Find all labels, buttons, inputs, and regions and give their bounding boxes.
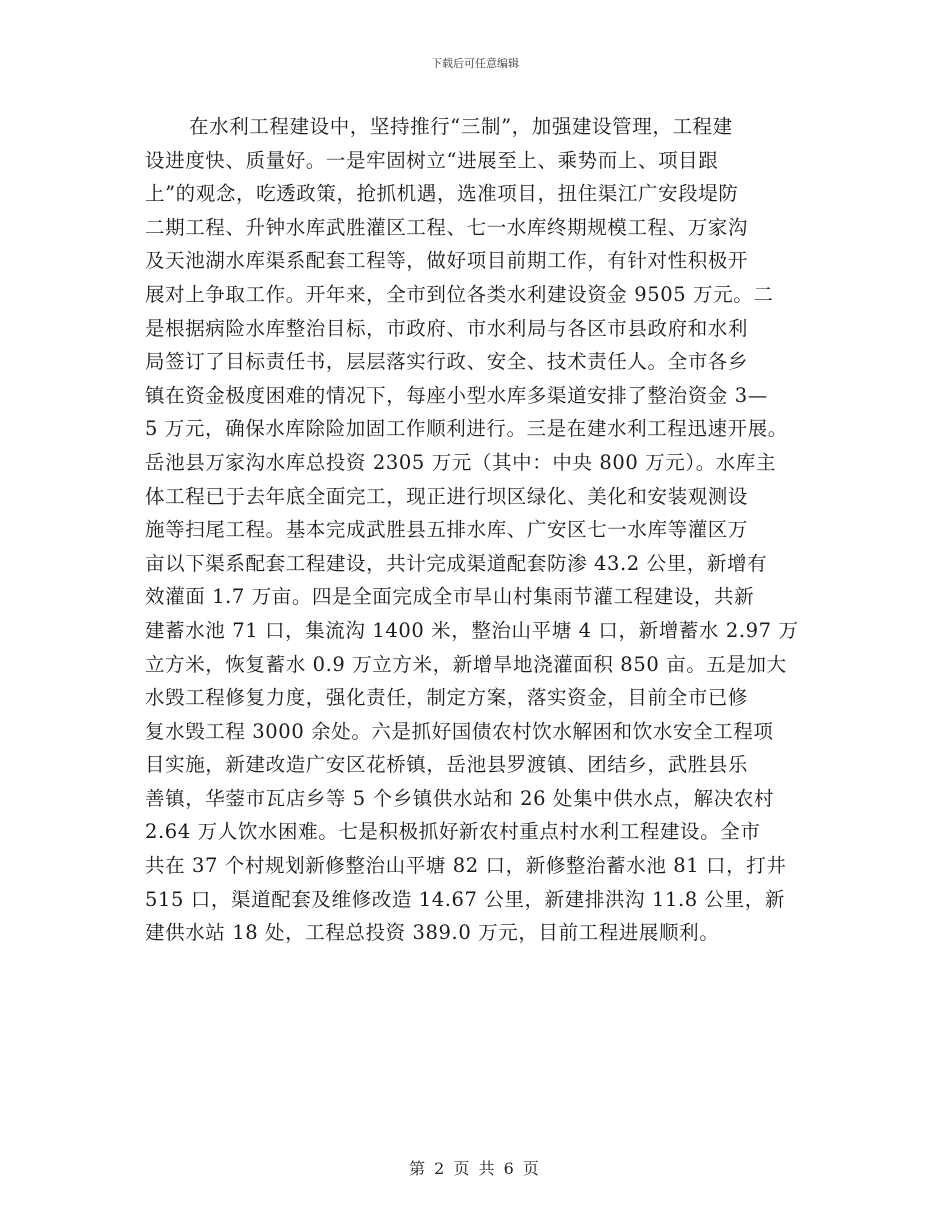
body-paragraph bbox=[145, 110, 810, 950]
paragraph-line: 水毁工程修复力度，强化责任，制定方案，落实资金，目前全市已修 bbox=[145, 686, 749, 710]
paragraph-line: 2.64 万人饮水困难。七是积极抓好新农村重点村水利工程建设。全市 bbox=[145, 820, 761, 844]
paragraph-line: 二期工程、升钟水库武胜灌区工程、七一水库终期规模工程、万家沟 bbox=[145, 215, 749, 239]
paragraph-line: 立方米，恢复蓄水 0.9 万立方米，新增旱地浇灌面积 850 亩。五是加大 bbox=[145, 652, 787, 676]
paragraph-line: 施等扫尾工程。基本完成武胜县五排水库、广安区七一水库等灌区万 bbox=[145, 518, 749, 542]
paragraph-line: 建供水站 18 处，工程总投资 389.0 万元，目前工程进展顺利。 bbox=[145, 921, 720, 945]
paragraph-line: 体工程已于去年底全面完工，现正进行坝区绿化、美化和安装观测设 bbox=[145, 484, 749, 508]
paragraph-line: 5 万元，确保水库除险加固工作顺利进行。三是在建水利工程迅速开展。 bbox=[145, 417, 788, 441]
paragraph-line: 局签订了目标责任书，层层落实行政、安全、技术责任人。全市各乡 bbox=[145, 350, 749, 374]
paragraph-line: 设进度快、质量好。一是牢固树立“进展至上、乘势而上、项目跟 bbox=[145, 148, 719, 172]
paragraph-line: 及天池湖水库渠系配套工程等，做好项目前期工作，有针对性积极开 bbox=[145, 249, 749, 273]
paragraph-line: 善镇，华蓥市瓦店乡等 5 个乡镇供水站和 26 处集中供水点，解决农村 bbox=[145, 786, 775, 810]
paragraph-line: 镇在资金极度困难的情况下，每座小型水库多渠道安排了整治资金 3— bbox=[145, 383, 768, 407]
paragraph-line: 515 口，渠道配套及维修改造 14.67 公里，新建排洪沟 11.8 公里，新 bbox=[145, 887, 785, 911]
paragraph-line: 上”的观念，吃透政策，抢抓机遇，选准项目，扭住渠江广安段堤防 bbox=[145, 182, 739, 206]
paragraph-line: 复水毁工程 3000 余处。六是抓好国债农村饮水解困和饮水安全工程项 bbox=[145, 719, 774, 743]
paragraph-line: 效灌面 1.7 万亩。四是全面完成全市旱山村集雨节灌工程建设，共新 bbox=[145, 585, 755, 609]
paragraph-line: 是根据病险水库整治目标，市政府、市水利局与各区市县政府和水利 bbox=[145, 316, 749, 340]
paragraph-line: 目实施，新建改造广安区花桥镇，岳池县罗渡镇、团结乡，武胜县乐 bbox=[145, 753, 749, 777]
paragraph-line: 在水利工程建设中，坚持推行“三制”，加强建设管理，工程建 bbox=[189, 115, 733, 138]
paragraph-line: 岳池县万家沟水库总投资 2305 万元（其中：中央 800 万元）。水库主 bbox=[145, 450, 777, 474]
paragraph-line: 展对上争取工作。开年来，全市到位各类水利建设资金 9505 万元。二 bbox=[145, 282, 774, 306]
paragraph-line: 共在 37 个村规划新修整治山平塘 82 口，新修整治蓄水池 81 口，打井 bbox=[145, 854, 787, 878]
page-number: 第 2 页 共 6 页 bbox=[409, 1159, 541, 1178]
page-header: 下载后可任意编辑 bbox=[431, 57, 519, 70]
paragraph-line: 亩以下渠系配套工程建设，共计完成渠道配套防渗 43.2 公里，新增有 bbox=[145, 551, 768, 575]
paragraph-line: 建蓄水池 71 口，集流沟 1400 米，整治山平塘 4 口，新增蓄水 2.97 万 bbox=[145, 618, 799, 642]
